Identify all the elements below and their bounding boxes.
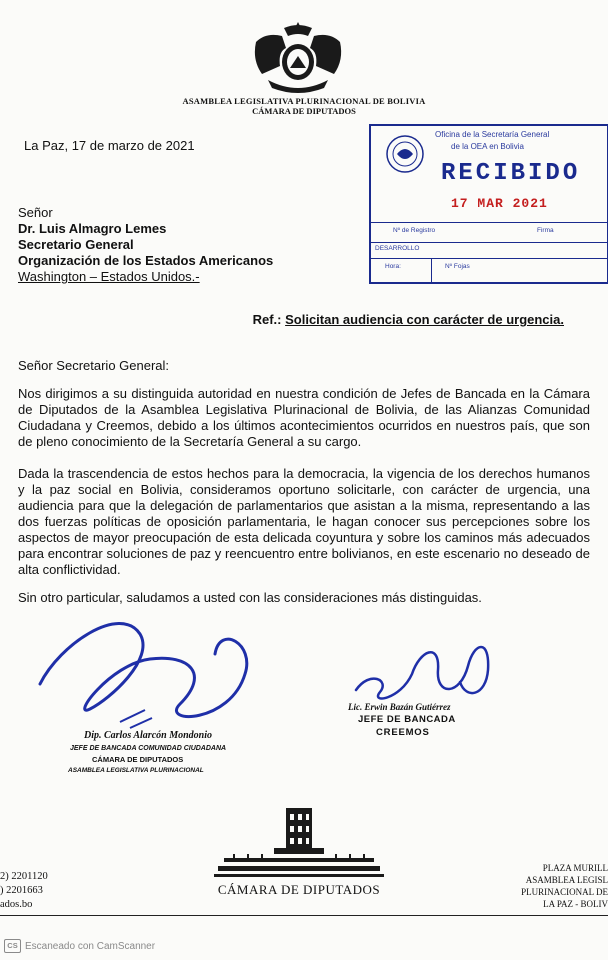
stamp-field-fojas: Nº Fojas: [445, 263, 470, 270]
stamp-divider: [371, 242, 607, 243]
signatory-1-chamber: CÁMARA DE DIPUTADOS: [92, 755, 184, 764]
greeting: Señor Secretario General:: [18, 358, 170, 373]
signatory-2-role: JEFE DE BANCADA: [358, 714, 456, 725]
footer-divider: [0, 915, 608, 916]
reference-text: Solicitan audiencia con carácter de urgencia.: [285, 312, 564, 327]
signatory-2-party: CREEMOS: [376, 727, 430, 738]
footer-address: [496, 862, 608, 910]
signatory-2-name: Lic. Erwin Bazán Gutiérrez: [348, 702, 451, 712]
reference-label: Ref.:: [252, 312, 282, 327]
footer-chamber-name: CÁMARA DE DIPUTADOS: [217, 882, 381, 897]
footer-phone-2: ) 2201663: [0, 885, 43, 896]
closing-line: Sin otro particular, saludamos a usted con las consideraciones más distinguidas.: [18, 590, 482, 605]
reference-line: [253, 312, 564, 327]
signature-1-scribble: [30, 604, 260, 734]
recipient-location: Washington – Estados Unidos.-: [18, 269, 200, 284]
stamp-field-firma: Firma: [537, 227, 554, 234]
footer-phone-1: 2) 2201120: [0, 871, 48, 882]
recipient-salutation: Señor: [18, 205, 53, 220]
stamp-divider: [371, 222, 607, 223]
footer-web: ados.bo: [0, 899, 33, 910]
recipient-organization: Organización de los Estados Americanos: [18, 253, 274, 268]
letterhead-line-2: CÁMARA DE DIPUTADOS: [252, 106, 356, 116]
footer-address-line: LA PAZ - BOLIV: [543, 899, 608, 909]
letter-date: La Paz, 17 de marzo de 2021: [24, 138, 195, 153]
signatory-1-name: Dip. Carlos Alarcón Mondonio: [84, 730, 212, 741]
stamp-field-desarrollo: DESARROLLO: [375, 245, 420, 252]
stamp-divider: [431, 258, 432, 282]
scanner-text: Escaneado con CamScanner: [25, 940, 156, 952]
coat-of-arms-emblem: [248, 18, 348, 94]
stamp-office-line-1: Oficina de la Secretaría General: [435, 130, 550, 139]
recipient-title: Secretario General: [18, 237, 134, 252]
oea-seal-icon: [385, 134, 425, 174]
footer-address-line: ASAMBLEA LEGISL: [525, 875, 608, 885]
body-paragraph: Dada la trascendencia de estos hechos para la democracia, la vigencia de los derechos humanos y la paz social en Bolivia, consideramos oportuno solicitarle, con carácter de urgencia, una audiencia para que la delegación de parlamentarios que asistan a la misma, representando a las dos fuerzas políticas de oposición parlamentaria, le hagan conocer sus percepciones sobre los aspectos de mayor preocupación de esta delicada coyuntura y sobre los caminos más adecuados para encontrar soluciones de paz y reencuentro entre bolivianos, en este escenario no deseado de alta conflictividad.: [18, 466, 590, 577]
recipient-block: [18, 205, 273, 285]
received-stamp: [369, 124, 608, 284]
letterhead-line-1: ASAMBLEA LEGISLATIVA PLURINACIONAL DE BOLIVIA: [182, 96, 426, 106]
stamp-status: RECIBIDO: [441, 160, 581, 187]
stamp-field-registro: Nº de Registro: [393, 227, 436, 234]
camscanner-logo-icon: CS: [4, 939, 21, 953]
scanner-watermark: [4, 939, 155, 953]
footer-address-line: PLURINACIONAL DE: [521, 887, 608, 897]
footer-contact: [0, 870, 48, 912]
stamp-field-hora: Hora:: [385, 263, 401, 270]
body-paragraph: Nos dirigimos a su distinguida autoridad en nuestra condición de Jefes de Bancada en la Cámara de Diputados de la Asamblea Legislativa Plurinacional de Bolivia, de las Alianzas Comunidad Ciudadana y Creemos, debido a los últimos acontecimientos ocurridos en nuestros país, que son de pleno conocimiento de la Secretaría General a su cargo.: [18, 386, 590, 449]
signatory-1-role: JEFE DE BANCADA COMUNIDAD CIUDADANA: [70, 745, 227, 752]
signatory-1-assembly: ASAMBLEA LEGISLATIVA PLURINACIONAL: [68, 767, 204, 774]
building-emblem-icon: [214, 804, 384, 882]
signature-2-scribble: [350, 630, 500, 710]
stamp-received-date: 17 MAR 2021: [451, 196, 548, 211]
stamp-office-line-2: de la OEA en Bolivia: [451, 142, 524, 151]
recipient-name: Dr. Luis Almagro Lemes: [18, 221, 167, 236]
stamp-divider: [371, 258, 607, 259]
footer-address-line: PLAZA MURILL: [542, 863, 608, 873]
